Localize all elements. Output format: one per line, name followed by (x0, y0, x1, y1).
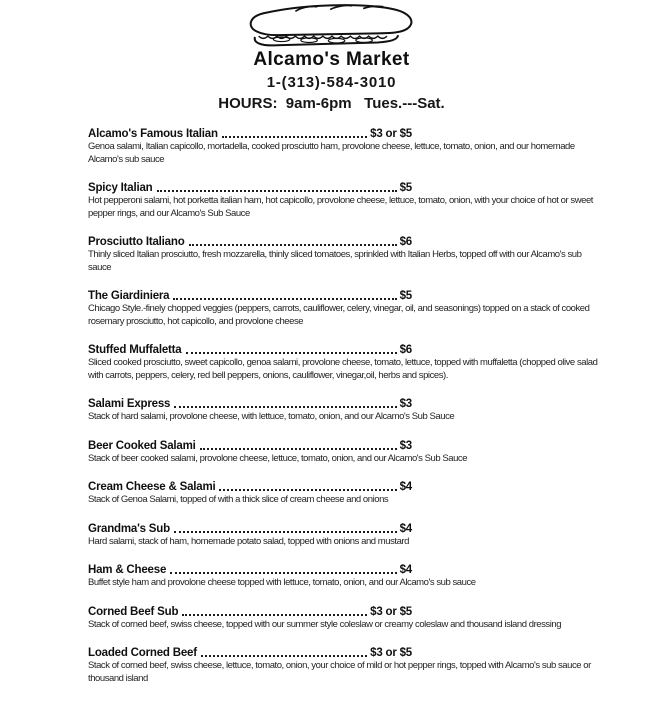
item-price: $3 or $5 (370, 647, 412, 659)
item-title-line (88, 440, 412, 452)
menu-item-alcamos-famous-italian (88, 128, 600, 166)
item-description: Stack of beer cooked salami, provolone cheese, lettuce, tomato, onion, and our Alcamo's Sub Sauce (88, 452, 468, 464)
item-title: Cream Cheese & Salami (88, 481, 216, 493)
menu-item-loaded-corned-beef (88, 647, 600, 685)
menu-list (88, 128, 600, 685)
dot-leader (186, 352, 397, 354)
item-price: $3 or $5 (370, 605, 412, 618)
item-title-line (88, 182, 412, 194)
item-description: Chicago Style.-finely chopped veggies (peppers, carrots, cauliflower, celery, vinegar, oil, and seasonings) topped on a stack of cooked rosemary prosciutto, hot capicollo, and provolone cheese (88, 303, 590, 327)
dot-leader (201, 655, 367, 657)
item-description: Genoa salami, Italian capicollo, mortadella, cooked prosciutto ham, provolone cheese, lettuce, tomato, onion, and our homemade Alcamo's sub sauce (88, 141, 575, 165)
item-description: Hot pepperoni salami, hot porketta italian ham, hot capicollo, provolone cheese, lettuce, tomato, onion, with your choice of hot or sweet pepper rings, and our Alcamo's Sub Sauce (88, 195, 593, 219)
dot-leader (189, 244, 397, 246)
item-title-line (88, 128, 412, 140)
hours-line: HOURS: 9am-6pm Tues.---Sat. (218, 95, 445, 112)
dot-leader (174, 406, 396, 408)
item-title: Stuffed Muffaletta (88, 344, 182, 356)
item-title-line (88, 398, 412, 410)
menu-item-stuffed-muffaletta (88, 344, 600, 382)
menu-item-corned-beef-sub (88, 606, 600, 632)
menu-item-spicy-italian (88, 182, 600, 220)
item-price: $3 or $5 (370, 128, 412, 140)
menu-item-prosciutto-italiano (88, 236, 600, 274)
item-title-line (88, 606, 412, 618)
dot-leader (219, 489, 396, 491)
item-description: Stack of Genoa Salami, topped of with a thick slice of cream cheese and onions (88, 494, 389, 505)
dot-leader (173, 298, 396, 300)
item-title: Salami Express (88, 398, 171, 410)
item-title-line (88, 523, 412, 535)
item-title: Spicy Italian (88, 182, 153, 194)
menu-item-cream-cheese-salami (88, 481, 600, 507)
phone-number: 1-(313)-584-3010 (266, 74, 397, 91)
item-description: Hard salami, stack of ham, homemade potato salad, topped with onions and mustard (88, 535, 409, 547)
dot-leader (200, 448, 397, 450)
item-title-line (88, 236, 412, 248)
item-price: $6 (399, 236, 412, 248)
item-title-line (88, 344, 412, 356)
item-price: $5 (399, 290, 412, 302)
menu-item-grandmas-sub (88, 523, 600, 549)
item-title: Ham & Cheese (88, 564, 167, 576)
dot-leader (222, 136, 367, 138)
item-title: Prosciutto Italiano (88, 236, 185, 248)
item-title: Corned Beef Sub (88, 605, 179, 618)
item-title: The Giardiniera (88, 290, 170, 302)
item-description: Sliced cooked prosciutto, sweet capicollo, genoa salami, provolone cheese, tomato, lettuce, topped with muffaletta (chopped olive salad with carrots, peppers, celery, red bell peppers, onions, cauliflower, vinegar,oil, herbs and spices). (88, 357, 598, 381)
item-description: Thinly sliced Italian prosciutto, fresh mozzarella, thinly sliced tomatoes, sprinkled with Italian Herbs, topped off with our Alcamo's sub sauce (88, 249, 582, 273)
item-price: $4 (399, 481, 412, 493)
dot-leader (182, 614, 367, 616)
item-price: $5 (399, 182, 412, 194)
item-price: $4 (399, 564, 412, 576)
item-price: $3 (399, 439, 412, 452)
item-title-line (88, 290, 412, 302)
sub-sandwich-icon (239, 4, 425, 48)
dot-leader (174, 531, 397, 533)
dot-leader (170, 572, 396, 574)
item-description: Stack of corned beef, swiss cheese, lettuce, tomato, onion, your choice of mild or hot pepper rings, topped with Alcamo's sub sauce or thousand island (88, 660, 591, 684)
menu-item-salami-express (88, 398, 600, 424)
menu-item-ham-cheese (88, 564, 600, 590)
menu-item-the-giardiniera (88, 290, 600, 328)
dot-leader (157, 190, 397, 192)
market-name: Alcamo's Market (253, 49, 410, 70)
item-price: $3 (399, 398, 412, 410)
item-description: Stack of corned beef, swiss cheese, topped with our summer style coleslaw or creamy coleslaw and thousand island dressing (88, 618, 562, 630)
item-title-line (88, 481, 412, 493)
item-title: Alcamo's Famous Italian (88, 128, 218, 140)
menu-header (0, 4, 663, 112)
item-title: Grandma's Sub (88, 522, 170, 535)
item-description: Stack of hard salami, provolone cheese, with lettuce, tomato, onion, and our Alcamo's Sub Sauce (88, 411, 455, 422)
item-title-line (88, 564, 412, 576)
item-title: Loaded Corned Beef (88, 647, 197, 659)
item-title: Beer Cooked Salami (88, 439, 196, 452)
item-description: Buffet style ham and provolone cheese topped with lettuce, tomato, onion, and our Alcamo's sub sauce (88, 577, 476, 588)
item-price: $6 (399, 344, 412, 356)
menu-item-beer-cooked-salami (88, 440, 600, 466)
item-price: $4 (399, 522, 412, 535)
item-title-line (88, 647, 412, 659)
